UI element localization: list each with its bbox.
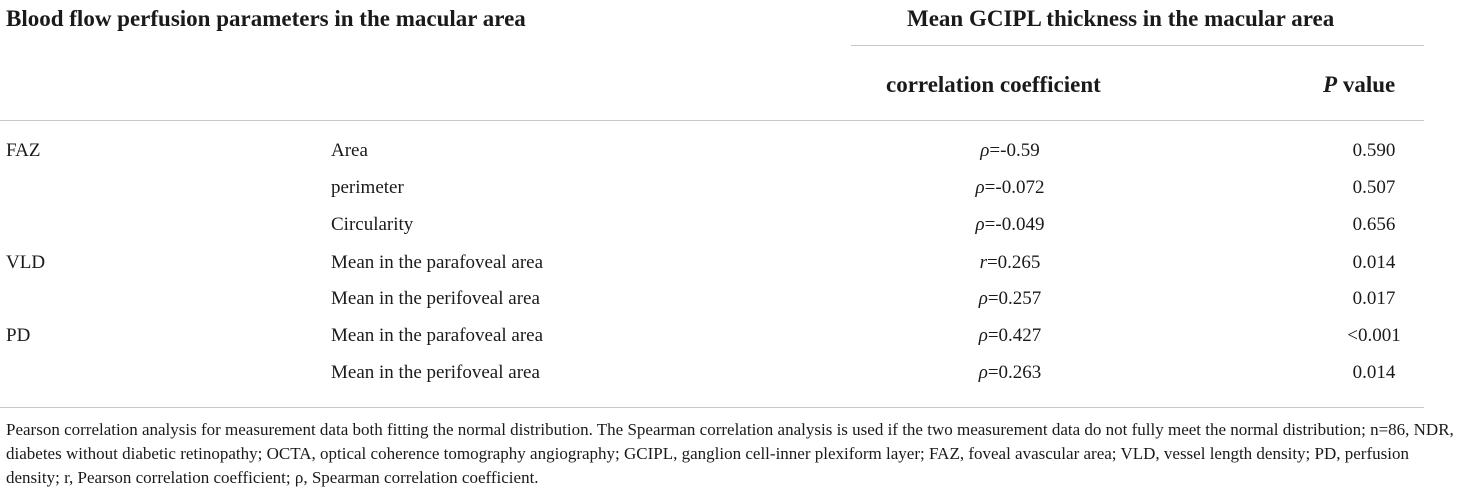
coefficient-symbol: ρ: [980, 140, 990, 161]
p-italic: P: [1323, 72, 1338, 97]
row-parameter: Circularity: [331, 214, 414, 235]
table-title-left: Blood flow perfusion parameters in the macular area: [6, 6, 526, 31]
coefficient-value: =-0.049: [984, 214, 1045, 235]
row-correlation-coefficient: [979, 325, 1042, 347]
coefficient-symbol: ρ: [978, 362, 988, 383]
row-correlation-coefficient: [976, 177, 1045, 199]
row-parameter: perimeter: [331, 177, 404, 198]
row-group: PD: [6, 325, 31, 346]
table-footnote: Pearson correlation analysis for measurement data both fitting the normal distribution. The Spearman correlation analysis is used if the two measurement data do not fully meet the normal distribution; n=86, NDR, diabetes without diabetic retinopathy; OCTA, optical coherence tomography angiography; GCIPL, ganglion cell-inner plexiform layer; FAZ, foveal avascular area; VLD, vessel length density; PD, perfusion density; r, Pearson correlation coefficient; ρ, Spearman correlation coefficient.: [6, 420, 1454, 487]
row-group: FAZ: [6, 140, 41, 161]
row-parameter: Mean in the perifoveal area: [331, 288, 540, 309]
row-parameter: Mean in the perifoveal area: [331, 362, 540, 383]
row-p-value: <0.001: [1347, 325, 1401, 346]
coefficient-symbol: ρ: [978, 288, 988, 309]
header-rule-right: [851, 45, 1424, 46]
footer-rule: [0, 407, 1424, 408]
coefficient-value: =0.257: [987, 288, 1042, 309]
table-title-right: Mean GCIPL thickness in the macular area: [907, 6, 1335, 31]
row-correlation-coefficient: [976, 214, 1045, 236]
row-parameter: Mean in the parafoveal area: [331, 325, 544, 346]
row-group: VLD: [6, 252, 46, 273]
row-parameter: Area: [331, 140, 368, 161]
coefficient-symbol: ρ: [978, 325, 988, 346]
coefficient-value: =-0.072: [984, 177, 1045, 198]
row-p-value: 0.014: [1352, 252, 1396, 273]
row-p-value: 0.017: [1352, 288, 1396, 309]
header-rule-full: [0, 120, 1424, 121]
coefficient-value: =0.427: [987, 325, 1042, 346]
row-p-value: 0.014: [1352, 362, 1396, 383]
coefficient-value: =0.263: [987, 362, 1042, 383]
row-p-value: 0.590: [1352, 140, 1396, 161]
coefficient-symbol: ρ: [975, 177, 985, 198]
column-header-p-value: [1323, 72, 1395, 98]
row-correlation-coefficient: [980, 140, 1039, 162]
column-header-correlation: correlation coefficient: [886, 72, 1101, 97]
coefficient-symbol: ρ: [975, 214, 985, 235]
coefficient-value: =0.265: [986, 252, 1041, 273]
p-rest: value: [1337, 72, 1396, 97]
row-p-value: 0.507: [1352, 177, 1396, 198]
row-correlation-coefficient: [980, 252, 1041, 274]
coefficient-symbol: r: [979, 252, 987, 273]
row-correlation-coefficient: [979, 288, 1042, 310]
row-p-value: 0.656: [1352, 214, 1396, 235]
coefficient-value: =-0.59: [989, 140, 1040, 161]
row-parameter: Mean in the parafoveal area: [331, 252, 544, 273]
row-correlation-coefficient: [979, 362, 1042, 384]
